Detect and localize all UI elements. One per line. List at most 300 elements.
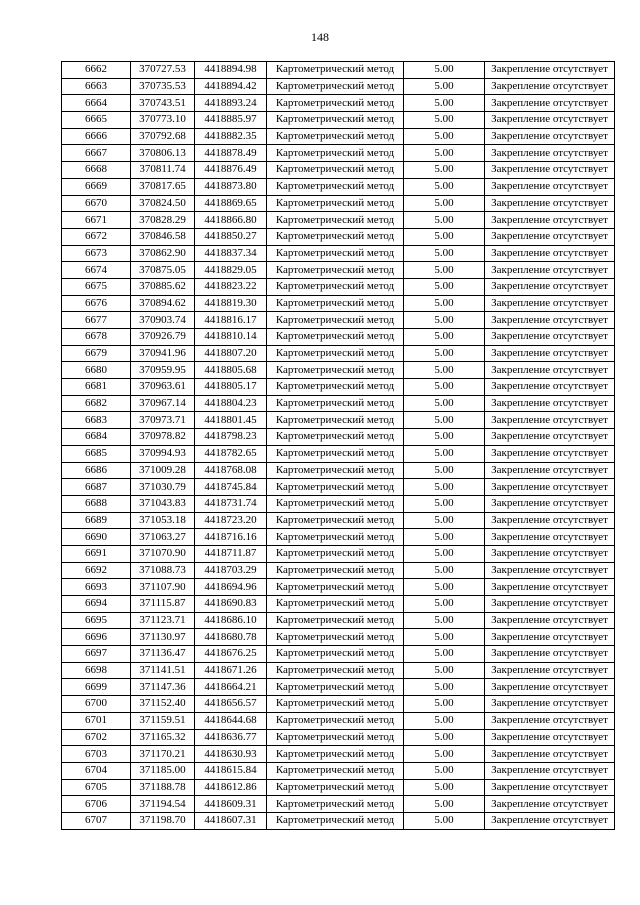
fixing-cell: Закрепление отсутствует (485, 629, 615, 646)
point-number-cell: 6688 (62, 495, 131, 512)
accuracy-cell: 5.00 (404, 212, 485, 229)
y-coordinate-cell: 4418893.24 (195, 95, 267, 112)
y-coordinate-cell: 4418671.26 (195, 662, 267, 679)
point-number-cell: 6662 (62, 62, 131, 79)
accuracy-cell: 5.00 (404, 362, 485, 379)
table-row (62, 162, 615, 179)
table-row (62, 145, 615, 162)
method-cell: Картометрический метод (267, 362, 404, 379)
x-coordinate-cell: 370894.62 (131, 295, 195, 312)
table-row (62, 195, 615, 212)
y-coordinate-cell: 4418723.20 (195, 512, 267, 529)
fixing-cell: Закрепление отсутствует (485, 612, 615, 629)
method-cell: Картометрический метод (267, 195, 404, 212)
point-number-cell: 6695 (62, 612, 131, 629)
fixing-cell: Закрепление отсутствует (485, 295, 615, 312)
y-coordinate-cell: 4418816.17 (195, 312, 267, 329)
point-number-cell: 6671 (62, 212, 131, 229)
fixing-cell: Закрепление отсутствует (485, 312, 615, 329)
y-coordinate-cell: 4418829.05 (195, 262, 267, 279)
y-coordinate-cell: 4418607.31 (195, 812, 267, 829)
x-coordinate-cell: 371136.47 (131, 646, 195, 663)
x-coordinate-cell: 370963.61 (131, 379, 195, 396)
point-number-cell: 6696 (62, 629, 131, 646)
accuracy-cell: 5.00 (404, 429, 485, 446)
table-row (62, 612, 615, 629)
y-coordinate-cell: 4418636.77 (195, 729, 267, 746)
method-cell: Картометрический метод (267, 429, 404, 446)
method-cell: Картометрический метод (267, 562, 404, 579)
y-coordinate-cell: 4418801.45 (195, 412, 267, 429)
accuracy-cell: 5.00 (404, 262, 485, 279)
point-number-cell: 6664 (62, 95, 131, 112)
method-cell: Картометрический метод (267, 646, 404, 663)
method-cell: Картометрический метод (267, 629, 404, 646)
table-row (62, 462, 615, 479)
point-number-cell: 6673 (62, 245, 131, 262)
fixing-cell: Закрепление отсутствует (485, 812, 615, 829)
point-number-cell: 6680 (62, 362, 131, 379)
point-number-cell: 6669 (62, 178, 131, 195)
fixing-cell: Закрепление отсутствует (485, 162, 615, 179)
method-cell: Картометрический метод (267, 345, 404, 362)
y-coordinate-cell: 4418894.42 (195, 78, 267, 95)
x-coordinate-cell: 371063.27 (131, 529, 195, 546)
x-coordinate-cell: 371053.18 (131, 512, 195, 529)
fixing-cell: Закрепление отсутствует (485, 262, 615, 279)
point-number-cell: 6679 (62, 345, 131, 362)
x-coordinate-cell: 370811.74 (131, 162, 195, 179)
fixing-cell: Закрепление отсутствует (485, 562, 615, 579)
method-cell: Картометрический метод (267, 796, 404, 813)
fixing-cell: Закрепление отсутствует (485, 779, 615, 796)
accuracy-cell: 5.00 (404, 379, 485, 396)
accuracy-cell: 5.00 (404, 95, 485, 112)
method-cell: Картометрический метод (267, 379, 404, 396)
method-cell: Картометрический метод (267, 779, 404, 796)
accuracy-cell: 5.00 (404, 596, 485, 613)
x-coordinate-cell: 370941.96 (131, 345, 195, 362)
fixing-cell: Закрепление отсутствует (485, 729, 615, 746)
x-coordinate-cell: 371088.73 (131, 562, 195, 579)
accuracy-cell: 5.00 (404, 529, 485, 546)
table-row (62, 512, 615, 529)
fixing-cell: Закрепление отсутствует (485, 395, 615, 412)
page-number: 148 (311, 30, 329, 44)
accuracy-cell: 5.00 (404, 545, 485, 562)
point-number-cell: 6703 (62, 746, 131, 763)
method-cell: Картометрический метод (267, 395, 404, 412)
fixing-cell: Закрепление отсутствует (485, 495, 615, 512)
method-cell: Картометрический метод (267, 729, 404, 746)
table-row (62, 78, 615, 95)
y-coordinate-cell: 4418711.87 (195, 545, 267, 562)
fixing-cell: Закрепление отсутствует (485, 278, 615, 295)
accuracy-cell: 5.00 (404, 245, 485, 262)
fixing-cell: Закрепление отсутствует (485, 429, 615, 446)
x-coordinate-cell: 371130.97 (131, 629, 195, 646)
y-coordinate-cell: 4418798.23 (195, 429, 267, 446)
x-coordinate-cell: 370824.50 (131, 195, 195, 212)
point-number-cell: 6665 (62, 112, 131, 129)
point-number-cell: 6668 (62, 162, 131, 179)
fixing-cell: Закрепление отсутствует (485, 112, 615, 129)
point-number-cell: 6693 (62, 579, 131, 596)
y-coordinate-cell: 4418612.86 (195, 779, 267, 796)
y-coordinate-cell: 4418807.20 (195, 345, 267, 362)
point-number-cell: 6692 (62, 562, 131, 579)
y-coordinate-cell: 4418873.80 (195, 178, 267, 195)
accuracy-cell: 5.00 (404, 228, 485, 245)
method-cell: Картометрический метод (267, 812, 404, 829)
x-coordinate-cell: 370817.65 (131, 178, 195, 195)
table-row (62, 779, 615, 796)
y-coordinate-cell: 4418615.84 (195, 762, 267, 779)
y-coordinate-cell: 4418694.96 (195, 579, 267, 596)
method-cell: Картометрический метод (267, 712, 404, 729)
method-cell: Картометрический метод (267, 78, 404, 95)
y-coordinate-cell: 4418768.08 (195, 462, 267, 479)
point-number-cell: 6691 (62, 545, 131, 562)
method-cell: Картометрический метод (267, 746, 404, 763)
accuracy-cell: 5.00 (404, 662, 485, 679)
accuracy-cell: 5.00 (404, 462, 485, 479)
y-coordinate-cell: 4418680.78 (195, 629, 267, 646)
y-coordinate-cell: 4418805.17 (195, 379, 267, 396)
fixing-cell: Закрепление отсутствует (485, 412, 615, 429)
x-coordinate-cell: 371170.21 (131, 746, 195, 763)
coordinates-table-body (62, 62, 615, 830)
y-coordinate-cell: 4418676.25 (195, 646, 267, 663)
accuracy-cell: 5.00 (404, 145, 485, 162)
point-number-cell: 6670 (62, 195, 131, 212)
accuracy-cell: 5.00 (404, 562, 485, 579)
method-cell: Картометрический метод (267, 62, 404, 79)
fixing-cell: Закрепление отсутствует (485, 212, 615, 229)
table-row (62, 646, 615, 663)
table-row (62, 712, 615, 729)
table-row (62, 579, 615, 596)
table-row (62, 362, 615, 379)
accuracy-cell: 5.00 (404, 78, 485, 95)
point-number-cell: 6663 (62, 78, 131, 95)
method-cell: Картометрический метод (267, 596, 404, 613)
point-number-cell: 6672 (62, 228, 131, 245)
table-row (62, 112, 615, 129)
table-row (62, 228, 615, 245)
y-coordinate-cell: 4418686.10 (195, 612, 267, 629)
table-row (62, 295, 615, 312)
x-coordinate-cell: 371159.51 (131, 712, 195, 729)
point-number-cell: 6706 (62, 796, 131, 813)
table-row (62, 679, 615, 696)
y-coordinate-cell: 4418837.34 (195, 245, 267, 262)
point-number-cell: 6687 (62, 479, 131, 496)
y-coordinate-cell: 4418804.23 (195, 395, 267, 412)
point-number-cell: 6697 (62, 646, 131, 663)
table-row (62, 812, 615, 829)
y-coordinate-cell: 4418644.68 (195, 712, 267, 729)
table-row (62, 278, 615, 295)
table-row (62, 395, 615, 412)
accuracy-cell: 5.00 (404, 679, 485, 696)
fixing-cell: Закрепление отсутствует (485, 712, 615, 729)
y-coordinate-cell: 4418609.31 (195, 796, 267, 813)
table-row (62, 262, 615, 279)
x-coordinate-cell: 371070.90 (131, 545, 195, 562)
table-row (62, 629, 615, 646)
method-cell: Картометрический метод (267, 495, 404, 512)
point-number-cell: 6689 (62, 512, 131, 529)
table-row (62, 245, 615, 262)
accuracy-cell: 5.00 (404, 812, 485, 829)
y-coordinate-cell: 4418876.49 (195, 162, 267, 179)
fixing-cell: Закрепление отсутствует (485, 529, 615, 546)
method-cell: Картометрический метод (267, 112, 404, 129)
accuracy-cell: 5.00 (404, 412, 485, 429)
fixing-cell: Закрепление отсутствует (485, 762, 615, 779)
method-cell: Картометрический метод (267, 295, 404, 312)
accuracy-cell: 5.00 (404, 696, 485, 713)
method-cell: Картометрический метод (267, 212, 404, 229)
x-coordinate-cell: 370978.82 (131, 429, 195, 446)
point-number-cell: 6676 (62, 295, 131, 312)
method-cell: Картометрический метод (267, 662, 404, 679)
y-coordinate-cell: 4418716.16 (195, 529, 267, 546)
accuracy-cell: 5.00 (404, 395, 485, 412)
accuracy-cell: 5.00 (404, 629, 485, 646)
table-row (62, 95, 615, 112)
x-coordinate-cell: 370792.68 (131, 128, 195, 145)
fixing-cell: Закрепление отсутствует (485, 545, 615, 562)
point-number-cell: 6700 (62, 696, 131, 713)
accuracy-cell: 5.00 (404, 495, 485, 512)
x-coordinate-cell: 371188.78 (131, 779, 195, 796)
point-number-cell: 6701 (62, 712, 131, 729)
point-number-cell: 6704 (62, 762, 131, 779)
fixing-cell: Закрепление отсутствует (485, 679, 615, 696)
fixing-cell: Закрепление отсутствует (485, 445, 615, 462)
point-number-cell: 6666 (62, 128, 131, 145)
x-coordinate-cell: 371152.40 (131, 696, 195, 713)
y-coordinate-cell: 4418745.84 (195, 479, 267, 496)
table-row (62, 128, 615, 145)
fixing-cell: Закрепление отсутствует (485, 696, 615, 713)
table-row (62, 412, 615, 429)
point-number-cell: 6674 (62, 262, 131, 279)
table-row (62, 178, 615, 195)
fixing-cell: Закрепление отсутствует (485, 479, 615, 496)
table-row (62, 329, 615, 346)
fixing-cell: Закрепление отсутствует (485, 796, 615, 813)
method-cell: Картометрический метод (267, 312, 404, 329)
x-coordinate-cell: 370903.74 (131, 312, 195, 329)
point-number-cell: 6678 (62, 329, 131, 346)
table-row (62, 746, 615, 763)
fixing-cell: Закрепление отсутствует (485, 746, 615, 763)
x-coordinate-cell: 370885.62 (131, 278, 195, 295)
method-cell: Картометрический метод (267, 762, 404, 779)
accuracy-cell: 5.00 (404, 646, 485, 663)
accuracy-cell: 5.00 (404, 512, 485, 529)
y-coordinate-cell: 4418878.49 (195, 145, 267, 162)
point-number-cell: 6698 (62, 662, 131, 679)
point-number-cell: 6677 (62, 312, 131, 329)
accuracy-cell: 5.00 (404, 712, 485, 729)
fixing-cell: Закрепление отсутствует (485, 462, 615, 479)
table-row (62, 762, 615, 779)
table-row (62, 479, 615, 496)
point-number-cell: 6683 (62, 412, 131, 429)
method-cell: Картометрический метод (267, 245, 404, 262)
accuracy-cell: 5.00 (404, 112, 485, 129)
coordinates-table (61, 61, 615, 830)
x-coordinate-cell: 371123.71 (131, 612, 195, 629)
y-coordinate-cell: 4418731.74 (195, 495, 267, 512)
point-number-cell: 6694 (62, 596, 131, 613)
point-number-cell: 6684 (62, 429, 131, 446)
accuracy-cell: 5.00 (404, 278, 485, 295)
table-row (62, 562, 615, 579)
x-coordinate-cell: 371147.36 (131, 679, 195, 696)
method-cell: Картометрический метод (267, 128, 404, 145)
accuracy-cell: 5.00 (404, 162, 485, 179)
table-row (62, 662, 615, 679)
x-coordinate-cell: 371185.00 (131, 762, 195, 779)
point-number-cell: 6667 (62, 145, 131, 162)
table-row (62, 545, 615, 562)
accuracy-cell: 5.00 (404, 762, 485, 779)
point-number-cell: 6675 (62, 278, 131, 295)
fixing-cell: Закрепление отсутствует (485, 596, 615, 613)
y-coordinate-cell: 4418869.65 (195, 195, 267, 212)
x-coordinate-cell: 370727.53 (131, 62, 195, 79)
method-cell: Картометрический метод (267, 529, 404, 546)
accuracy-cell: 5.00 (404, 345, 485, 362)
method-cell: Картометрический метод (267, 679, 404, 696)
accuracy-cell: 5.00 (404, 746, 485, 763)
x-coordinate-cell: 371009.28 (131, 462, 195, 479)
x-coordinate-cell: 370828.29 (131, 212, 195, 229)
method-cell: Картометрический метод (267, 696, 404, 713)
accuracy-cell: 5.00 (404, 729, 485, 746)
x-coordinate-cell: 370926.79 (131, 329, 195, 346)
method-cell: Картометрический метод (267, 412, 404, 429)
y-coordinate-cell: 4418823.22 (195, 278, 267, 295)
method-cell: Картометрический метод (267, 278, 404, 295)
fixing-cell: Закрепление отсутствует (485, 195, 615, 212)
point-number-cell: 6699 (62, 679, 131, 696)
y-coordinate-cell: 4418810.14 (195, 329, 267, 346)
fixing-cell: Закрепление отсутствует (485, 512, 615, 529)
fixing-cell: Закрепление отсутствует (485, 245, 615, 262)
method-cell: Картометрический метод (267, 462, 404, 479)
accuracy-cell: 5.00 (404, 779, 485, 796)
method-cell: Картометрический метод (267, 228, 404, 245)
table-row (62, 445, 615, 462)
x-coordinate-cell: 370743.51 (131, 95, 195, 112)
x-coordinate-cell: 370875.05 (131, 262, 195, 279)
x-coordinate-cell: 371141.51 (131, 662, 195, 679)
y-coordinate-cell: 4418885.97 (195, 112, 267, 129)
x-coordinate-cell: 371165.32 (131, 729, 195, 746)
method-cell: Картометрический метод (267, 445, 404, 462)
fixing-cell: Закрепление отсутствует (485, 662, 615, 679)
method-cell: Картометрический метод (267, 579, 404, 596)
table-row (62, 729, 615, 746)
y-coordinate-cell: 4418690.83 (195, 596, 267, 613)
table-row (62, 429, 615, 446)
method-cell: Картометрический метод (267, 145, 404, 162)
fixing-cell: Закрепление отсутствует (485, 145, 615, 162)
y-coordinate-cell: 4418882.35 (195, 128, 267, 145)
accuracy-cell: 5.00 (404, 178, 485, 195)
fixing-cell: Закрепление отсутствует (485, 95, 615, 112)
x-coordinate-cell: 371194.54 (131, 796, 195, 813)
point-number-cell: 6702 (62, 729, 131, 746)
x-coordinate-cell: 371107.90 (131, 579, 195, 596)
accuracy-cell: 5.00 (404, 445, 485, 462)
method-cell: Картометрический метод (267, 612, 404, 629)
y-coordinate-cell: 4418630.93 (195, 746, 267, 763)
x-coordinate-cell: 370773.10 (131, 112, 195, 129)
table-row (62, 345, 615, 362)
fixing-cell: Закрепление отсутствует (485, 646, 615, 663)
point-number-cell: 6705 (62, 779, 131, 796)
y-coordinate-cell: 4418866.80 (195, 212, 267, 229)
table-row (62, 696, 615, 713)
y-coordinate-cell: 4418805.68 (195, 362, 267, 379)
fixing-cell: Закрепление отсутствует (485, 128, 615, 145)
point-number-cell: 6686 (62, 462, 131, 479)
method-cell: Картометрический метод (267, 329, 404, 346)
table-row (62, 796, 615, 813)
accuracy-cell: 5.00 (404, 579, 485, 596)
y-coordinate-cell: 4418782.65 (195, 445, 267, 462)
table-row (62, 312, 615, 329)
fixing-cell: Закрепление отсутствует (485, 379, 615, 396)
accuracy-cell: 5.00 (404, 612, 485, 629)
x-coordinate-cell: 371043.83 (131, 495, 195, 512)
accuracy-cell: 5.00 (404, 329, 485, 346)
point-number-cell: 6681 (62, 379, 131, 396)
fixing-cell: Закрепление отсутствует (485, 345, 615, 362)
point-number-cell: 6685 (62, 445, 131, 462)
table-row (62, 379, 615, 396)
x-coordinate-cell: 370735.53 (131, 78, 195, 95)
method-cell: Картометрический метод (267, 479, 404, 496)
accuracy-cell: 5.00 (404, 62, 485, 79)
accuracy-cell: 5.00 (404, 479, 485, 496)
y-coordinate-cell: 4418850.27 (195, 228, 267, 245)
table-row (62, 529, 615, 546)
x-coordinate-cell: 370806.13 (131, 145, 195, 162)
fixing-cell: Закрепление отсутствует (485, 178, 615, 195)
point-number-cell: 6690 (62, 529, 131, 546)
x-coordinate-cell: 370994.93 (131, 445, 195, 462)
table-row (62, 62, 615, 79)
table-row (62, 596, 615, 613)
fixing-cell: Закрепление отсутствует (485, 329, 615, 346)
x-coordinate-cell: 370973.71 (131, 412, 195, 429)
x-coordinate-cell: 370967.14 (131, 395, 195, 412)
method-cell: Картометрический метод (267, 545, 404, 562)
method-cell: Картометрический метод (267, 95, 404, 112)
x-coordinate-cell: 371115.87 (131, 596, 195, 613)
fixing-cell: Закрепление отсутствует (485, 362, 615, 379)
point-number-cell: 6682 (62, 395, 131, 412)
table-row (62, 495, 615, 512)
